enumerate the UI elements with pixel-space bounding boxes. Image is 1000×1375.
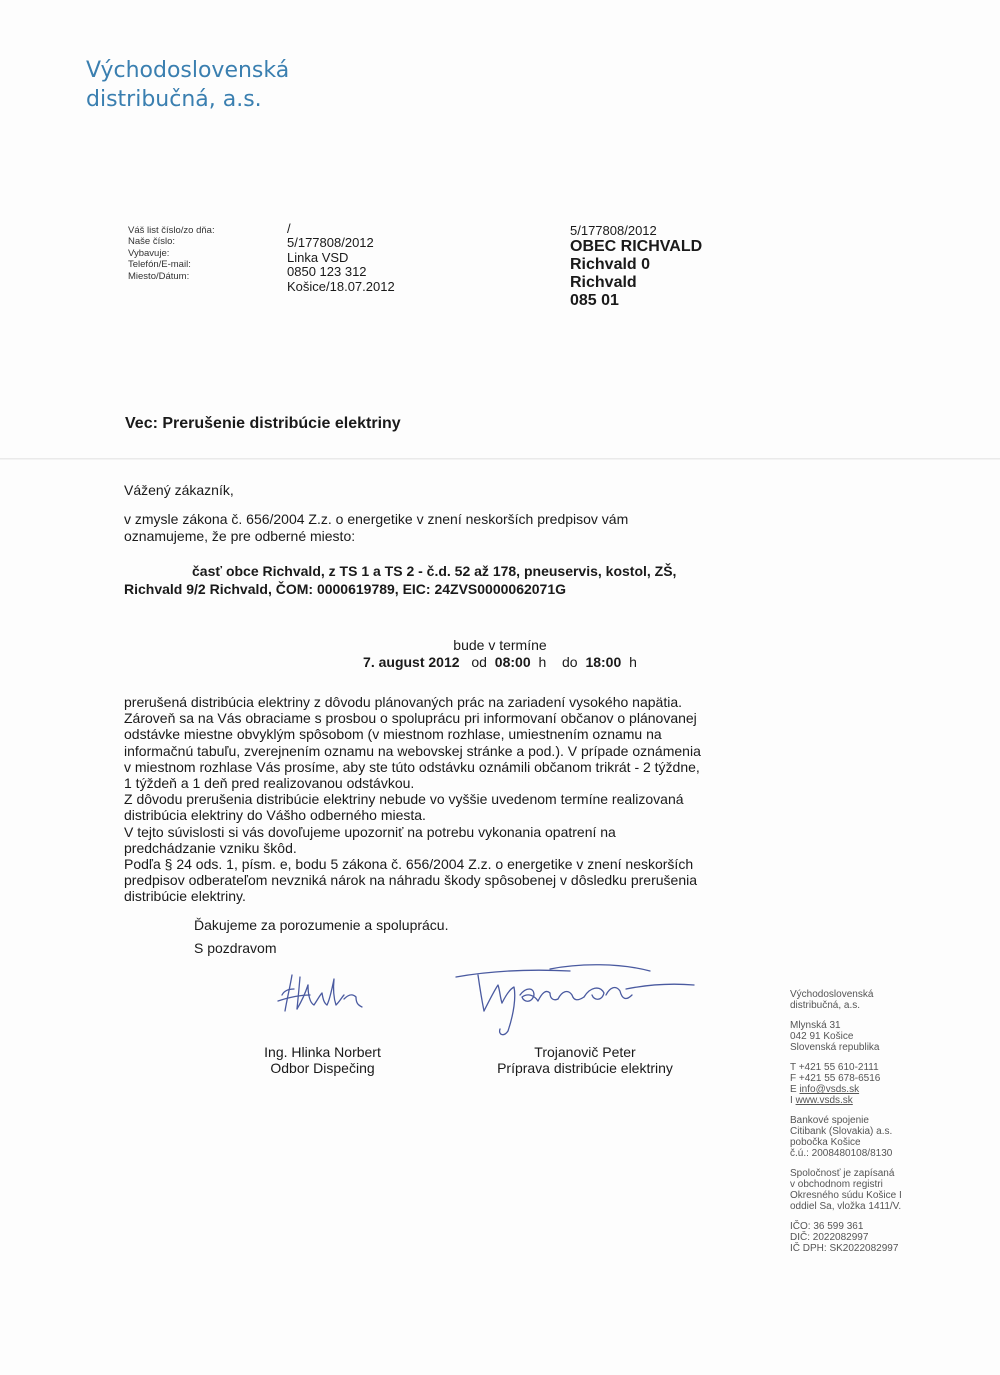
recipient-address	[570, 223, 702, 310]
signer-name: Ing. Hlinka Norbert	[264, 1044, 381, 1060]
body-line: odstávke miestne obvyklým spôsobom (v miestnom rozhlase, umiestnením oznamu na	[124, 726, 662, 743]
body-line: Zároveň sa na Vás obraciame s prosbou o spoluprácu pri informovaní občanov o plánovanej	[124, 710, 697, 727]
paper-fold-line	[0, 458, 1000, 460]
sidebar-bank: Bankové spojenie	[790, 1115, 869, 1126]
closing-regards: S pozdravom	[194, 940, 277, 956]
body-line: distribúcie elektriny.	[124, 888, 246, 905]
sidebar-registry: oddiel Sa, vložka 1411/V.	[790, 1201, 902, 1212]
signature-hlinka	[270, 965, 380, 1025]
recipient-ref: 5/177808/2012	[570, 223, 657, 238]
supply-point-line: Richvald 9/2 Richvald, ČOM: 0000619789, EIC: 24ZVS0000062071G	[124, 581, 567, 597]
letter-greeting: Vážený zákazník,	[124, 482, 234, 498]
ref-value: Linka VSD	[287, 249, 349, 265]
hour-unit: h	[629, 654, 637, 670]
outage-term	[0, 654, 1000, 670]
sidebar-email-link[interactable]: info@vsds.sk	[799, 1084, 860, 1095]
ref-label: Naše číslo:	[128, 236, 175, 248]
from-time: 08:00	[494, 654, 531, 670]
to-time: 18:00	[585, 654, 622, 670]
sidebar-bank: Citibank (Slovakia) a.s.	[790, 1126, 893, 1137]
logo-line-2: distribučná, a.s.	[86, 87, 262, 112]
sidebar-id: IČ DPH: SK2022082997	[790, 1243, 899, 1254]
closing-thanks: Ďakujeme za porozumenie a spoluprácu.	[194, 917, 449, 933]
ref-value: /	[287, 221, 291, 236]
to-label: do	[561, 654, 578, 670]
signer-role: Odbor Dispečing	[270, 1060, 375, 1076]
sidebar-web-row	[790, 1095, 970, 1106]
body-line: predpisov odberateľom nevzniká nárok na náhradu škody spôsobenej v dôsledku prerušenia	[124, 872, 698, 889]
supply-point-line: časť obce Richvald, z TS 1 a TS 2 - č.d. 52 až 178, pneuservis, kostol, ZŠ,	[192, 563, 677, 579]
outage-date: 7. august 2012	[363, 654, 460, 670]
body-line: predchádzanie vzniku škôd.	[124, 839, 297, 856]
term-intro: bude v termíne	[453, 637, 547, 653]
recipient-line: 085 01	[570, 292, 619, 309]
letter-intro	[124, 511, 628, 544]
sidebar-fax: F +421 55 678-6516	[790, 1073, 881, 1084]
intro-line: oznamujeme, že pre odberné miesto:	[124, 527, 356, 544]
ref-value: 5/177808/2012	[287, 235, 374, 251]
sidebar-registry: Spoločnosť je zapísaná	[790, 1168, 895, 1179]
signer-hlinka	[240, 1044, 405, 1076]
body-line: Podľa § 24 ods. 1, písm. e, bodu 5 zákona č. 656/2004 Z.z. o energetike v znení neskorších	[124, 856, 694, 873]
sidebar-address: Mlynská 31	[790, 1020, 841, 1031]
ref-label: Miesto/Dátum:	[128, 270, 190, 282]
reference-labels	[128, 225, 215, 282]
logo-line-1: Východoslovenská	[86, 58, 290, 83]
ref-label: Váš list číslo/zo dňa:	[128, 225, 215, 236]
sidebar-address: 042 91 Košice	[790, 1031, 854, 1042]
recipient-line: OBEC RICHVALD	[570, 238, 703, 255]
recipient-line: Richvald	[570, 274, 637, 291]
signer-role: Príprava distribúcie elektriny	[497, 1060, 673, 1076]
letter-body	[124, 694, 701, 905]
reference-values	[287, 222, 395, 294]
signer-name: Trojanovič Peter	[534, 1044, 636, 1060]
sidebar-bank: pobočka Košice	[790, 1137, 861, 1148]
sidebar-address: Slovenská republika	[790, 1042, 880, 1053]
ref-label: Telefón/E-mail:	[128, 259, 191, 271]
email-prefix: E	[790, 1084, 797, 1095]
letter-closing	[194, 914, 448, 960]
body-line: distribúcia elektriny do Vášho odberného miesta.	[124, 807, 426, 824]
sidebar-email-row	[790, 1084, 970, 1095]
hour-unit: h	[538, 654, 547, 670]
sidebar-registry: Okresného súdu Košice I	[790, 1190, 902, 1201]
sidebar-phone: T +421 55 610-2111	[790, 1062, 879, 1073]
recipient-line: Richvald 0	[570, 256, 651, 273]
body-line: v miestnom rozhlase Vás prosíme, aby ste túto odstávku oznámili občanom trikrát - 2 týždne,	[124, 758, 700, 775]
ref-label: Vybavuje:	[128, 247, 170, 259]
signer-trojanovic	[470, 1044, 700, 1076]
sidebar-company: distribučná, a.s.	[790, 1000, 861, 1011]
signature-trojanovic	[450, 955, 700, 1045]
web-prefix: I	[790, 1095, 793, 1106]
body-line: V tejto súvislosti si vás dovoľujeme upozorniť na potrebu vykonania opatrení na	[124, 823, 616, 840]
body-line: informačnú tabuľu, zverejnením oznamu na webovskej stránke a pod.). V prípade oznámenia	[124, 742, 701, 759]
body-line: 1 týždeň a 1 deň pred realizovanou odstávkou.	[124, 775, 415, 792]
company-info-sidebar	[790, 989, 970, 1254]
sidebar-web-link[interactable]: www.vsds.sk	[795, 1095, 853, 1106]
body-line: Z dôvodu prerušenia distribúcie elektriny nebude vo vyššie uvedenom termíne realizovaná	[124, 791, 684, 808]
intro-line: v zmysle zákona č. 656/2004 Z.z. o energetike v znení neskorších predpisov vám	[124, 511, 629, 527]
ref-value: 0850 123 312	[287, 264, 367, 280]
supply-point	[124, 562, 724, 598]
sidebar-registry: v obchodnom registri	[790, 1179, 883, 1190]
sidebar-bank: č.ú.: 2008480108/8130	[790, 1148, 893, 1159]
from-label: od	[471, 654, 487, 670]
body-line: prerušená distribúcia elektriny z dôvodu plánovaných prác na zariadení vysokého napätia.	[124, 694, 683, 710]
sidebar-id: IČO: 36 599 361	[790, 1221, 864, 1232]
ref-value: Košice/18.07.2012	[287, 278, 395, 294]
company-logo	[86, 56, 289, 114]
sidebar-id: DIČ: 2022082997	[790, 1232, 869, 1243]
letter-subject: Vec: Prerušenie distribúcie elektriny	[125, 415, 401, 432]
sidebar-company: Východoslovenská	[790, 989, 874, 1000]
